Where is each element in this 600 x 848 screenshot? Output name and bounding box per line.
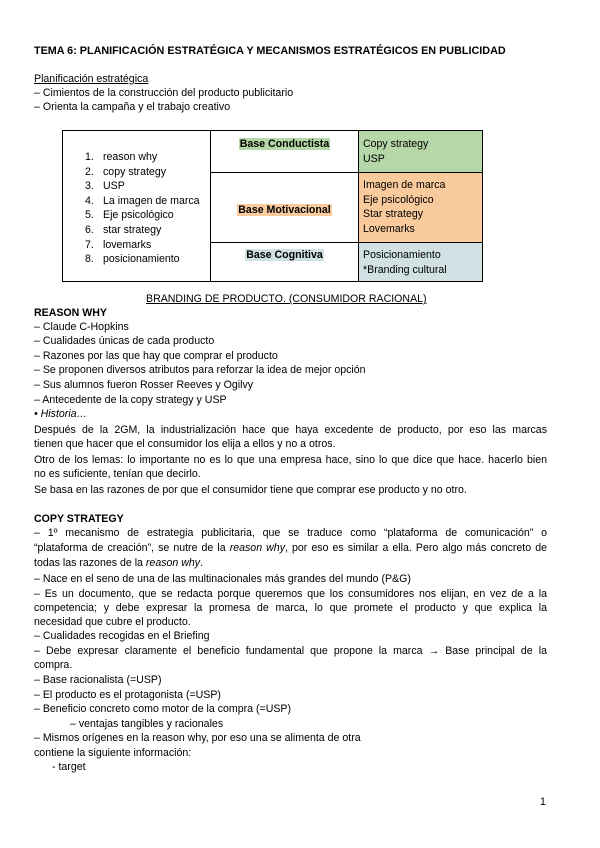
list-item: 6. star strategy [85,223,162,236]
copy-strategy-item: – El producto es el protagonista (=USP) [34,689,221,701]
paragraph-line: competencia; y debe expresar la promesa de marca, lo que promete el producto y que explica la [34,602,547,614]
cell-item: Lovemarks [363,222,415,235]
cell-item: Copy strategy [363,138,429,150]
paragraph-line: – 1º mecanismo de estrategia publicitaria, que se traduce como “plataforma de comunicación” o [34,527,547,539]
branding-heading: BRANDING DE PRODUCTO. (CONSUMIDOR RACIONAL) [146,293,427,305]
paragraph-line: todas las razones de la reason why. [34,557,204,569]
paragraph-line: no es suficiente, tenían que decirlo. [34,468,201,480]
list-item: 5. Eje psicológico [85,209,174,222]
conductista-items-cell [359,131,482,173]
reason-why-heading: REASON WHY [34,307,107,319]
document-title: TEMA 6: PLANIFICACIÓN ESTRATÉGICA Y MECANISMOS ESTRATÉGICOS EN PUBLICIDAD [34,45,506,57]
copy-strategy-item: – Beneficio concreto como motor de la compra (=USP) [34,703,292,715]
reason-why-item: – Se proponen diversos atributos para reforzar la idea de mejor opción [34,364,366,376]
cell-item: *Branding cultural [363,263,447,276]
base-motivacional-cell [211,173,359,243]
cognitiva-items-cell [359,243,482,281]
paragraph-line: – Debe expresar claramente el beneficio fundamental que propone la marca → Base principal de la [34,645,547,657]
base-cognitiva-label: Base Cognitiva [246,249,323,261]
list-item: 4. La imagen de marca [85,194,200,207]
paragraph-line: necesidad que cubre el producto. [34,616,191,628]
mechanisms-list-cell [63,131,211,281]
paragraph-line: contiene la siguiente información: [34,747,192,759]
strategy-table [62,130,483,282]
mechanisms-list [85,150,200,267]
reason-why-item: – Claude C-Hopkins [34,321,129,333]
list-item: 7. lovemarks [85,238,152,251]
page-number: 1 [540,796,546,808]
copy-strategy-item: – Cualidades recogidas en el Briefing [34,630,210,642]
planning-heading: Planificación estratégica [34,73,149,85]
paragraph-line: “plataforma de creación”, se nutre de la reason why, por eso es similar a ella. Pero algo más concreto de [34,542,547,554]
copy-strategy-heading: COPY STRATEGY [34,513,124,525]
cell-item: Imagen de marca [363,179,446,191]
paragraph-line: Otro de los lemas: lo importante no es lo que una empresa hace, sino lo que dice que hace. hacerlo bien [34,454,547,466]
paragraph-line: Después de la 2GM, la industrialización hace que haya excedente de producto, por eso las marcas [34,424,547,436]
paragraph-line: tienen que hacer que el consumidor los elija a ellos y no a otros. [34,438,336,450]
motivacional-items-cell [359,173,482,243]
copy-strategy-item: – Base racionalista (=USP) [34,674,162,686]
copy-strategy-subitem: - target [52,761,86,773]
planning-item: – Cimientos de la construcción del producto publicitario [34,87,294,99]
base-conductista-label: Base Conductista [239,138,330,150]
list-item: 8. posicionamiento [85,253,180,266]
copy-strategy-item: – Nace en el seno de una de las multinacionales más grandes del mundo (P&G) [34,573,411,585]
base-motivacional-label: Base Motivacional [238,204,331,216]
base-cognitiva-cell [211,243,359,281]
planning-item: – Orienta la campaña y el trabajo creativo [34,101,231,113]
cell-item: Eje psicológico [363,193,434,206]
list-item: 1. reason why [85,151,158,163]
cell-item: Star strategy [363,208,424,220]
reason-why-item: – Razones por las que hay que comprar el producto [34,350,278,362]
copy-strategy-subitem: – ventajas tangibles y racionales [70,718,224,730]
paragraph-line: Se basa en las razones de por que el consumidor tiene que comprar ese producto y no otro. [34,484,467,496]
paragraph-line: compra. [34,659,73,671]
historia-label: • Historia… [34,408,88,420]
list-item: 3. USP [85,180,125,193]
reason-why-item: – Sus alumnos fueron Rosser Reeves y Ogilvy [34,379,254,391]
cell-item: USP [363,152,385,165]
base-conductista-cell [211,131,359,173]
cell-item: Posicionamiento [363,249,441,261]
reason-why-item: – Cualidades únicas de cada producto [34,335,215,347]
paragraph-line: – Es un documento, que se redacta porque queremos que los consumidores nos elijan, en vez de a la [34,588,547,600]
reason-why-item: – Antecedente de la copy strategy y USP [34,394,227,406]
copy-strategy-item: – Mismos orígenes en la reason why, por eso una se alimenta de otra [34,732,361,744]
list-item: 2. copy strategy [85,165,167,178]
